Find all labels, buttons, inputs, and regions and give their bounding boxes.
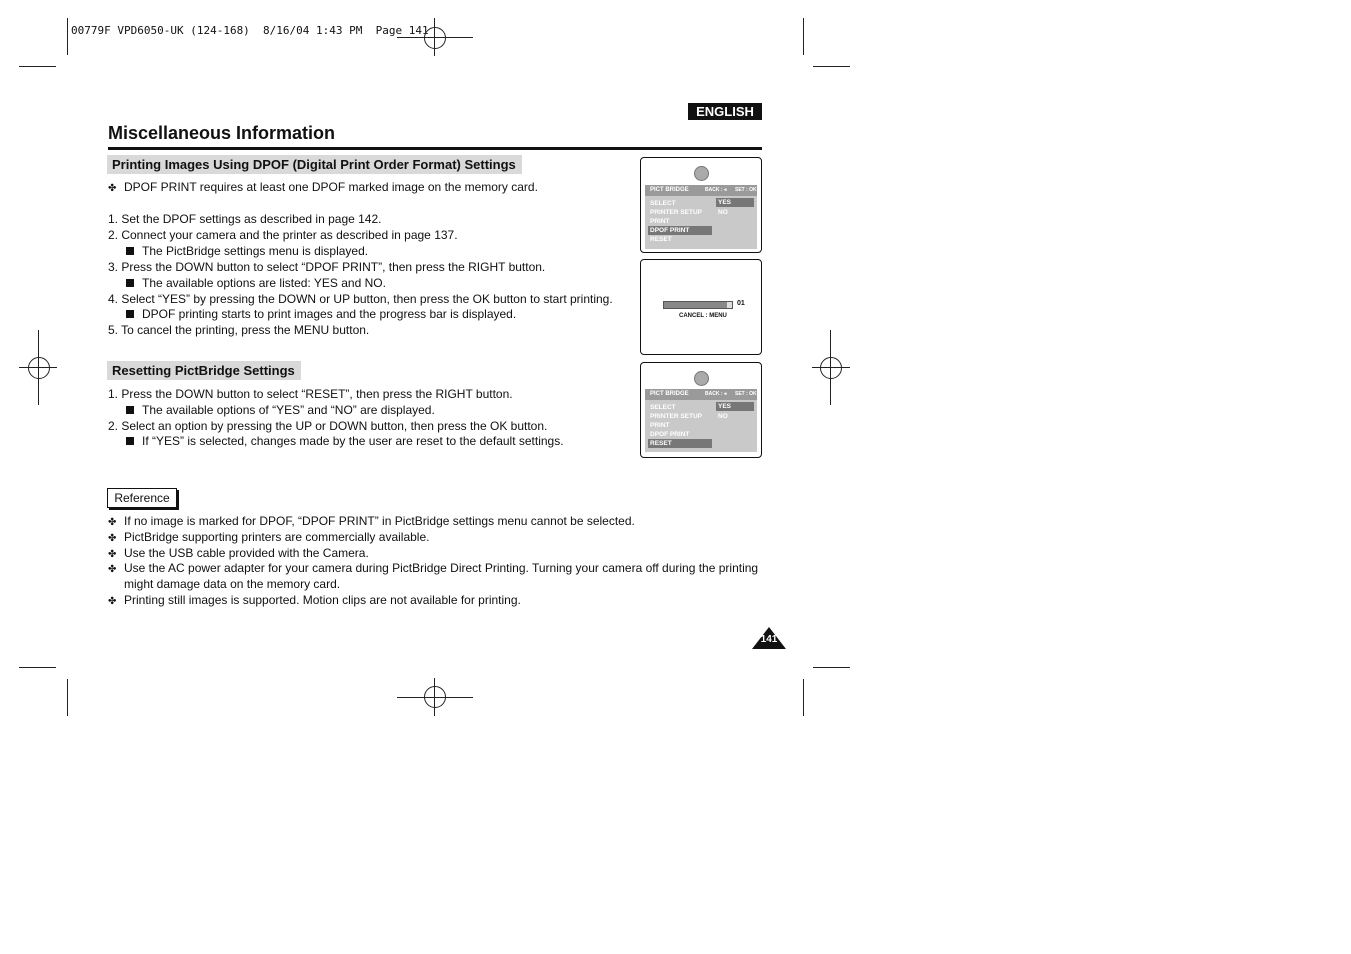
square-bullet-icon bbox=[126, 437, 134, 445]
cross-bullet-icon: ✤ bbox=[108, 596, 117, 607]
camera-mode-icon bbox=[694, 371, 709, 386]
reference-label: Reference bbox=[107, 488, 177, 508]
cross-bullet-icon: ✤ bbox=[108, 183, 117, 194]
reference-item: ✤ Use the USB cable provided with the Camera. bbox=[108, 545, 369, 563]
crop-mark bbox=[19, 667, 56, 668]
step-line: 2. Connect your camera and the printer as described in page 137. bbox=[108, 228, 458, 242]
step-line: 4. Select “YES” by pressing the DOWN or UP button, then press the OK button to start printing. bbox=[108, 292, 613, 306]
sub-step-line: The available options of “YES” and “NO” are displayed. bbox=[126, 402, 435, 418]
cross-bullet-icon: ✤ bbox=[108, 517, 117, 528]
language-badge: ENGLISH bbox=[688, 103, 762, 120]
menu-item-selected: RESET bbox=[648, 439, 712, 448]
crop-mark bbox=[67, 679, 68, 716]
sub-step-line: DPOF printing starts to print images and the progress bar is displayed. bbox=[126, 306, 516, 322]
camera-mode-icon bbox=[694, 166, 709, 181]
menu-item: SELECT bbox=[650, 404, 676, 411]
reference-item: ✤ PictBridge supporting printers are commercially available. bbox=[108, 529, 429, 547]
reference-item-continued: might damage data on the memory card. bbox=[124, 577, 341, 591]
page-title: Miscellaneous Information bbox=[108, 123, 336, 143]
registration-mark bbox=[28, 357, 50, 379]
menu-title-bar: PICT BRIDGE BACK : ◂ SET : OK bbox=[645, 389, 757, 400]
step-line: 1. Set the DPOF settings as described in page 142. bbox=[108, 212, 382, 226]
step-line: 2. Select an option by pressing the UP or DOWN button, then press the OK button. bbox=[108, 419, 548, 433]
square-bullet-icon bbox=[126, 310, 134, 318]
note-dpof: ✤ DPOF PRINT requires at least one DPOF marked image on the memory card. bbox=[108, 179, 538, 197]
step-line: 3. Press the DOWN button to select “DPOF PRINT”, then press the RIGHT button. bbox=[108, 260, 546, 274]
crop-mark bbox=[803, 18, 804, 55]
crop-mark bbox=[813, 66, 850, 67]
header-slug: 00779F VPD6050-UK (124-168) 8/16/04 1:43 PM Page 141 bbox=[71, 24, 429, 37]
square-bullet-icon bbox=[126, 247, 134, 255]
menu-title-bar: PICT BRIDGE BACK : ◂ SET : OK bbox=[645, 185, 757, 196]
menu-item: PRINT bbox=[650, 218, 670, 225]
square-bullet-icon bbox=[126, 279, 134, 287]
menu-item: PRINTER SETUP bbox=[650, 209, 703, 216]
progress-bar bbox=[663, 301, 733, 309]
cross-bullet-icon: ✤ bbox=[108, 549, 117, 560]
sub-step-line: The PictBridge settings menu is displayed. bbox=[126, 243, 368, 259]
crop-mark bbox=[19, 66, 56, 67]
option-item: NO bbox=[718, 413, 728, 420]
screen-reset-menu bbox=[640, 362, 762, 458]
reference-item: ✤ Printing still images is supported. Motion clips are not available for printing. bbox=[108, 592, 521, 610]
pictbridge-menu bbox=[645, 185, 757, 249]
menu-item: SELECT bbox=[650, 200, 676, 207]
section-heading-dpof: Printing Images Using DPOF (Digital Print Order Format) Settings bbox=[107, 155, 522, 174]
cross-bullet-icon: ✤ bbox=[108, 564, 117, 575]
menu-item: PRINT bbox=[650, 422, 670, 429]
cross-bullet-icon: ✤ bbox=[108, 533, 117, 544]
crop-mark bbox=[803, 679, 804, 716]
screen-dpof-menu bbox=[640, 157, 762, 253]
sub-step-line: If “YES” is selected, changes made by the user are reset to the default settings. bbox=[126, 433, 564, 449]
crop-mark bbox=[813, 667, 850, 668]
step-line: 1. Press the DOWN button to select “RESET”, then press the RIGHT button. bbox=[108, 387, 513, 401]
menu-item-selected: DPOF PRINT bbox=[648, 226, 712, 235]
sub-step-line: The available options are listed: YES and NO. bbox=[126, 275, 386, 291]
registration-mark bbox=[820, 357, 842, 379]
pictbridge-menu bbox=[645, 389, 757, 452]
cancel-hint: CANCEL : MENU bbox=[679, 313, 727, 319]
reference-item: ✤ Use the AC power adapter for your camera during PictBridge Direct Printing. Turning your camera off during the printing bbox=[108, 560, 758, 578]
title-rule bbox=[108, 147, 762, 150]
option-selected: YES bbox=[716, 402, 754, 411]
reference-item: ✤ If no image is marked for DPOF, “DPOF PRINT” in PictBridge settings menu cannot be selected. bbox=[108, 513, 635, 531]
option-item: NO bbox=[718, 209, 728, 216]
menu-item: RESET bbox=[650, 236, 672, 243]
progress-fill bbox=[664, 302, 727, 308]
crop-mark bbox=[67, 18, 68, 55]
menu-item: DPOF PRINT bbox=[650, 431, 690, 438]
square-bullet-icon bbox=[126, 406, 134, 414]
section-heading-reset: Resetting PictBridge Settings bbox=[107, 361, 301, 380]
page-number: 141 bbox=[760, 634, 778, 645]
progress-count: 01 bbox=[737, 300, 745, 307]
step-line: 5. To cancel the printing, press the MENU button. bbox=[108, 323, 370, 337]
menu-item: PRINTER SETUP bbox=[650, 413, 703, 420]
screen-progress bbox=[640, 259, 762, 355]
option-selected: YES bbox=[716, 198, 754, 207]
registration-mark bbox=[424, 27, 446, 49]
registration-mark bbox=[424, 686, 446, 708]
